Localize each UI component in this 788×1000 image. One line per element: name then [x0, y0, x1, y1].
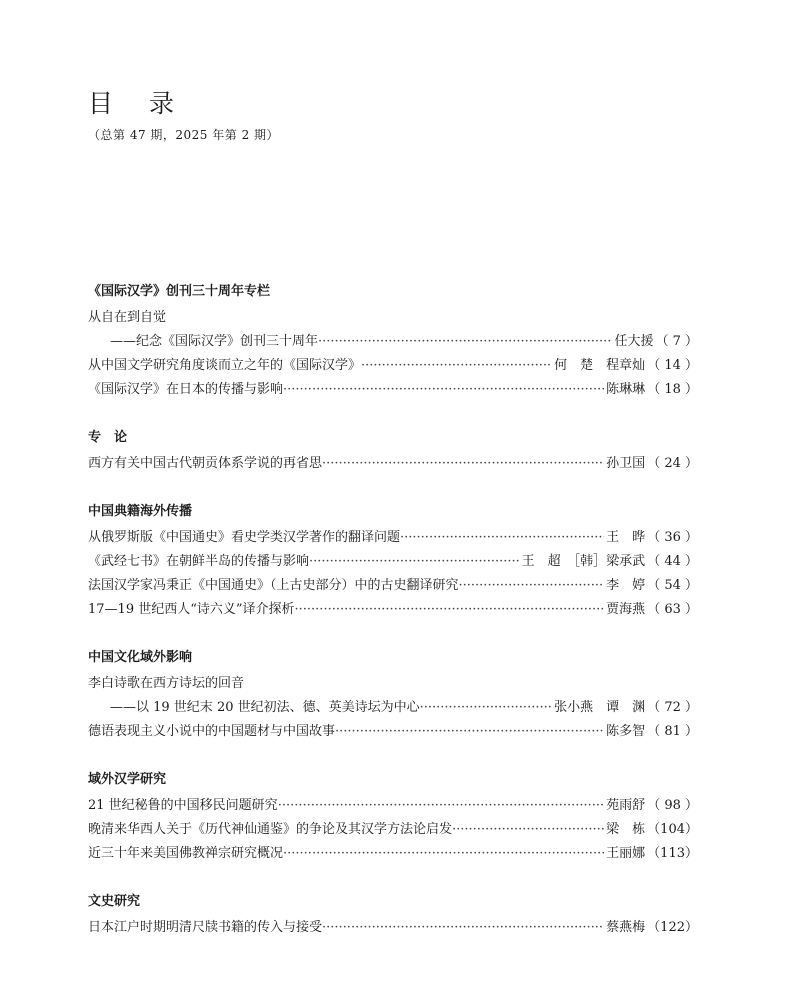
dot-leader [335, 720, 604, 744]
entry-author: 陈多智 [606, 724, 646, 739]
toc-entry[interactable] [88, 452, 698, 476]
entry-title: 17—19 世纪西人“诗六义”译介探析 [88, 602, 295, 617]
toc-entry[interactable] [88, 818, 698, 842]
entry-main-title: 从自在到自觉 [88, 310, 167, 325]
entry-page: （122） [647, 920, 698, 935]
entry-author: 何 楚 程章灿 [554, 358, 646, 373]
entry-page: （ 7 ） [655, 334, 698, 349]
entry-title: 21 世纪秘鲁的中国移民问题研究 [88, 798, 278, 813]
toc-section [88, 770, 698, 866]
dot-leader [283, 378, 604, 402]
dot-leader [459, 574, 605, 598]
toc-entry[interactable] [88, 378, 698, 402]
dot-leader [452, 818, 604, 842]
entry-title: 德语表现主义小说中的中国题材与中国故事 [88, 724, 336, 739]
entry-page: （ 24 ） [647, 456, 698, 471]
entry-page: （ 63 ） [647, 602, 698, 617]
table-of-contents [88, 282, 698, 966]
entry-page: （ 14 ） [647, 358, 698, 373]
toc-entry[interactable] [88, 574, 698, 598]
section-heading: 中国典籍海外传播 [88, 504, 193, 519]
entry-page: （ 54 ） [647, 578, 698, 593]
entry-page: （ 81 ） [647, 724, 698, 739]
entry-page: （ 98 ） [647, 798, 698, 813]
entry-title: 从中国文学研究角度谈而立之年的《国际汉学》 [88, 358, 362, 373]
toc-entry[interactable] [88, 916, 698, 940]
entry-page: （ 44 ） [647, 554, 698, 569]
entry-title: ——纪念《国际汉学》创刊三十周年 [110, 334, 319, 349]
toc-section [88, 282, 698, 402]
toc-entry[interactable] [88, 794, 698, 818]
entry-author: 王 晔 [606, 530, 646, 545]
entry-title: 《国际汉学》在日本的传播与影响 [88, 382, 284, 397]
toc-entry[interactable] [88, 696, 698, 720]
entry-page: （113） [647, 846, 698, 861]
entry-page: （ 72 ） [647, 700, 698, 715]
entry-author: 王丽娜 [606, 846, 646, 861]
toc-entry[interactable] [88, 550, 698, 574]
entry-title: 晚清来华西人关于《历代神仙通鉴》的争论及其汉学方法论启发 [88, 822, 453, 837]
entry-title: 西方有关中国古代朝贡体系学说的再省思 [88, 456, 323, 471]
entry-author: 陈琳琳 [606, 382, 646, 397]
entry-author: 李 婷 [606, 578, 646, 593]
dot-leader [309, 550, 520, 574]
entry-page: （104） [647, 822, 698, 837]
toc-entry[interactable] [88, 720, 698, 744]
dot-leader [283, 842, 604, 866]
dot-leader [278, 794, 604, 818]
section-heading: 专 论 [88, 430, 128, 445]
section-heading: 域外汉学研究 [88, 772, 167, 787]
entry-author: 贾海燕 [606, 602, 646, 617]
entry-page: （ 36 ） [647, 530, 698, 545]
entry-author: 王 超 ［韩］梁承武 [521, 554, 646, 569]
toc-section [88, 428, 698, 476]
entry-title: ——以 19 世纪末 20 世纪初法、德、英美诗坛为中心 [110, 700, 420, 715]
toc-section [88, 892, 698, 940]
page-title: 目 录 [88, 89, 188, 118]
section-heading: 文史研究 [88, 894, 141, 909]
entry-author: 孙卫国 [606, 456, 646, 471]
issue-info: （总第 47 期，2025 年第 2 期） [88, 128, 280, 142]
entry-page: （ 18 ） [647, 382, 698, 397]
entry-author: 张小燕 谭 渊 [554, 700, 646, 715]
toc-section [88, 648, 698, 744]
dot-leader [322, 452, 604, 476]
dot-leader [420, 696, 553, 720]
section-heading: 《国际汉学》创刊三十周年专栏 [88, 284, 271, 299]
entry-title: 法国汉学家冯秉正《中国通史》（上古史部分）中的古史翻译研究 [88, 578, 459, 593]
toc-section [88, 502, 698, 622]
entry-author: 苑雨舒 [606, 798, 646, 813]
toc-entry[interactable] [88, 526, 698, 550]
entry-main-title: 李白诗歌在西方诗坛的回音 [88, 676, 245, 691]
section-heading: 中国文化域外影响 [88, 650, 193, 665]
dot-leader [361, 354, 552, 378]
toc-entry[interactable] [88, 598, 698, 622]
toc-entry[interactable] [88, 842, 698, 866]
entry-author: 任大援 [614, 334, 654, 349]
entry-title: 《武经七书》在朝鲜半岛的传播与影响 [88, 554, 310, 569]
entry-title: 近三十年来美国佛教禅宗研究概况 [88, 846, 284, 861]
toc-entry[interactable] [88, 354, 698, 378]
dot-leader [322, 916, 604, 940]
entry-author: 蔡燕梅 [606, 920, 646, 935]
entry-title: 日本江户时期明清尺牍书籍的传入与接受 [88, 920, 323, 935]
dot-leader [400, 526, 604, 550]
dot-leader [318, 330, 612, 354]
toc-entry[interactable] [88, 330, 698, 354]
dot-leader [295, 598, 605, 622]
entry-author: 梁 栋 [606, 822, 646, 837]
entry-title: 从俄罗斯版《中国通史》看史学类汉学著作的翻译问题 [88, 530, 401, 545]
